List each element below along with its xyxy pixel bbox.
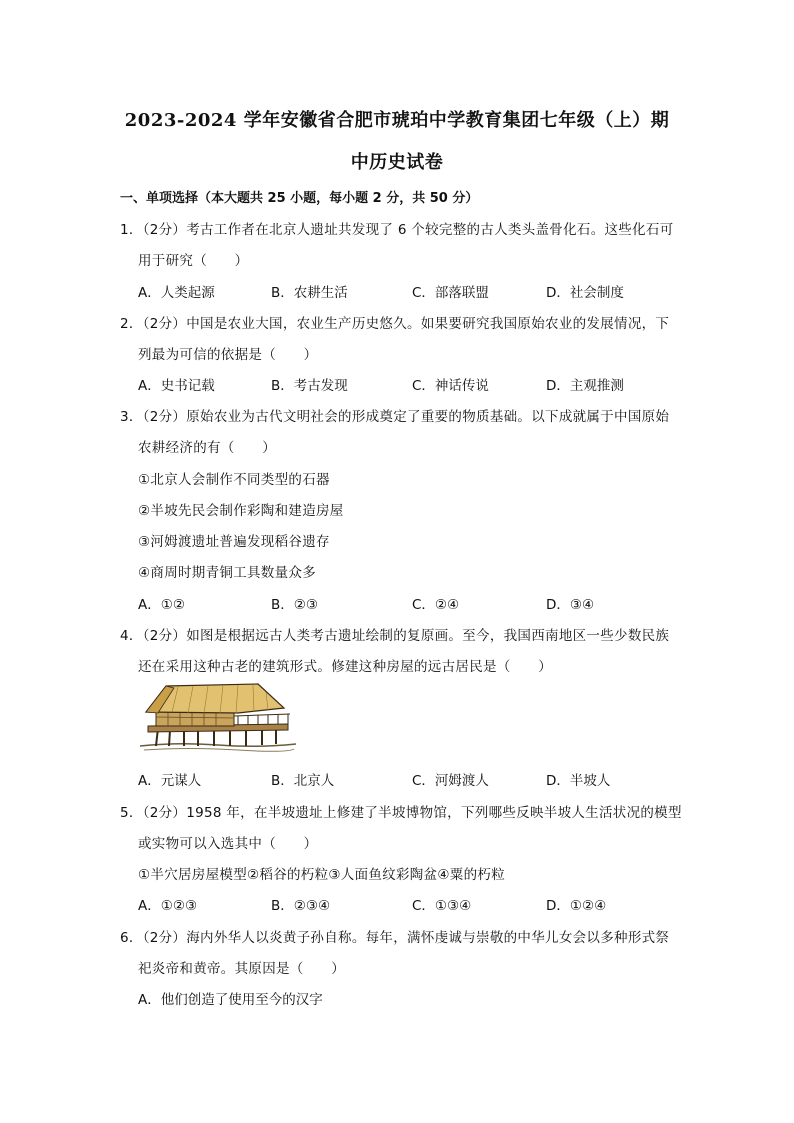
question-2-text-cont: 列最为可信的依据是（ ） [138, 347, 318, 363]
q5-option-a: A．①②③ [138, 898, 198, 914]
q2-option-c: C．神话传说 [412, 378, 489, 394]
q3-statement-2: ②半坡先民会制作彩陶和建造房屋 [138, 503, 344, 519]
question-6-text-cont: 祀炎帝和黄帝。其原因是（ ） [138, 961, 345, 977]
q5-option-b: B．②③④ [271, 898, 331, 914]
q3-option-c: C．②④ [412, 597, 460, 613]
question-5-text-cont: 或实物可以入选其中（ ） [138, 836, 318, 852]
q2-option-d: D．主观推测 [546, 378, 624, 394]
q1-option-a: A．人类起源 [138, 285, 215, 301]
q3-statement-1: ①北京人会制作不同类型的石器 [138, 472, 330, 488]
exam-title-line1: 2023-2024 学年安徽省合肥市琥珀中学教育集团七年级（上）期 [124, 110, 670, 131]
question-6-text: 6．（2分）海内外华人以炎黄子孙自称。每年，满怀虔诚与崇敬的中华儿女会以多种形式祭 [120, 930, 670, 946]
question-1-text: 1．（2分）考古工作者在北京人遗址共发现了 6 个较完整的古人类头盖骨化石。这些化石可 [120, 222, 674, 238]
question-3-text: 3．（2分）原始农业为古代文明社会的形成奠定了重要的物质基础。以下成就属于中国原始 [120, 409, 670, 425]
q2-option-b: B．考古发现 [271, 378, 348, 394]
question-5-text: 5．（2分）1958 年，在半坡遗址上修建了半坡博物馆，下列哪些反映半坡人生活状况的模型 [120, 805, 682, 821]
stilt-house-illustration [138, 680, 298, 755]
q2-option-a: A．史书记载 [138, 378, 215, 394]
q3-option-b: B．②③ [271, 597, 318, 613]
q5-option-d: D．①②④ [546, 898, 607, 914]
question-2-text: 2．（2分）中国是农业大国，农业生产历史悠久。如果要研究我国原始农业的发展情况，下 [120, 316, 670, 332]
section-heading: 一、单项选择（本大题共 25 小题，每小题 2 分，共 50 分） [120, 191, 479, 206]
exam-title-line2: 中历史试卷 [350, 152, 444, 173]
q4-option-d: D．半坡人 [546, 773, 611, 789]
q1-option-c: C．部落联盟 [412, 285, 489, 301]
q3-statement-3: ③河姆渡遗址普遍发现稻谷遗存 [138, 534, 330, 550]
q4-option-a: A．元谋人 [138, 773, 202, 789]
q5-option-c: C．①③④ [412, 898, 472, 914]
q3-option-a: A．①② [138, 597, 185, 613]
question-4-text: 4．（2分）如图是根据远古人类考古遗址绘制的复原画。至今，我国西南地区一些少数民族 [120, 628, 670, 644]
q1-option-b: B．农耕生活 [271, 285, 348, 301]
q3-option-d: D．③④ [546, 597, 595, 613]
q3-statement-4: ④商周时期青铜工具数量众多 [138, 565, 317, 581]
question-4-text-cont: 还在采用这种古老的建筑形式。修建这种房屋的远古居民是（ ） [138, 659, 552, 675]
q6-option-a: A．他们创造了使用至今的汉字 [138, 992, 323, 1008]
question-1-text-cont: 用于研究（ ） [138, 253, 249, 269]
q5-statements: ①半穴居房屋模型②稻谷的朽粒③人面鱼纹彩陶盆④粟的朽粒 [138, 867, 506, 883]
question-3-text-cont: 农耕经济的有（ ） [138, 440, 276, 456]
q4-option-c: C．河姆渡人 [412, 773, 489, 789]
q1-option-d: D．社会制度 [546, 285, 624, 301]
q4-option-b: B．北京人 [271, 773, 335, 789]
